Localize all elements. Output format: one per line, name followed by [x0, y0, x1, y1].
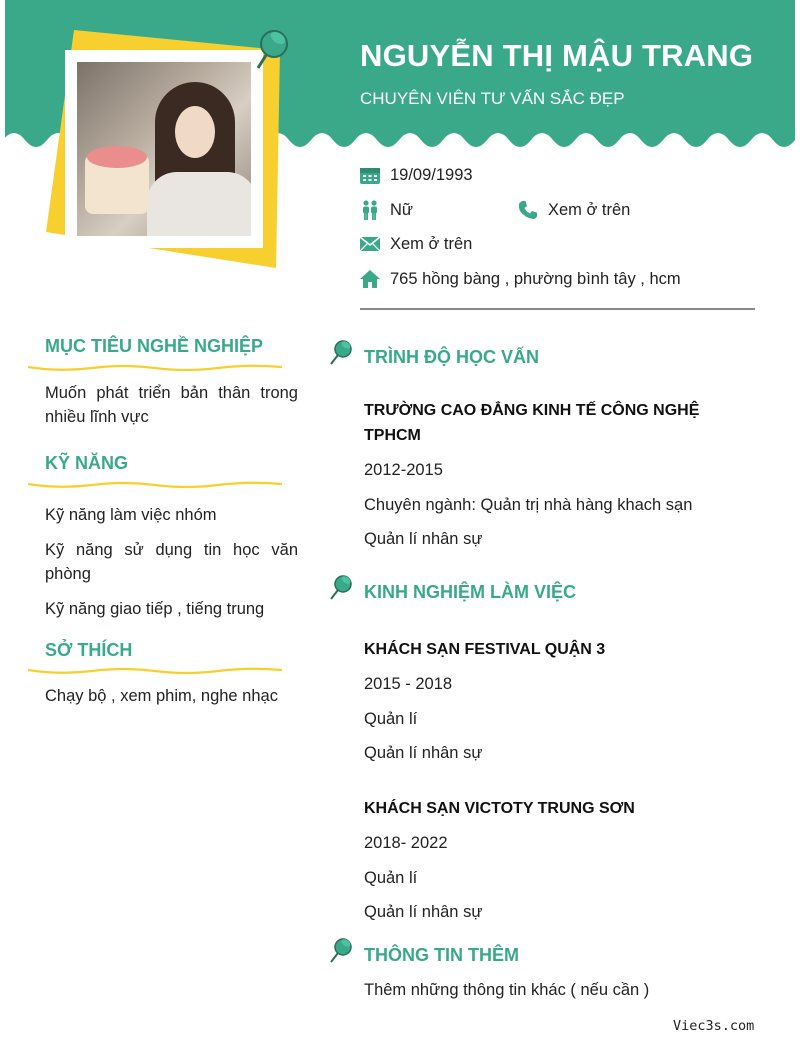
gender-icon — [360, 200, 380, 220]
pin-icon — [328, 338, 356, 366]
pin-icon — [328, 936, 356, 964]
extra-heading: THÔNG TIN THÊM — [364, 945, 519, 965]
heading-underline — [28, 480, 282, 490]
calendar-icon — [360, 165, 380, 185]
email-icon — [360, 234, 380, 254]
contact-divider — [360, 308, 755, 310]
address-row — [360, 269, 681, 289]
education-heading: TRÌNH ĐỘ HỌC VẤN — [364, 347, 539, 367]
photo-frame — [65, 50, 263, 248]
heading-underline — [28, 363, 282, 373]
phone-value: Xem ở trên — [548, 200, 631, 219]
email-row — [360, 234, 472, 254]
phone-icon — [518, 200, 538, 220]
company-name: KHÁCH SẠN FESTIVAL QUẬN 3 — [364, 641, 606, 658]
education-major: Chuyên ngành: Quản trị nhà hàng khach sạn — [364, 496, 693, 514]
home-icon — [360, 269, 380, 289]
objective-text: Muốn phát triển bản thân trong nhiều lĩnh vực — [45, 384, 298, 426]
pin-icon — [248, 24, 292, 74]
company-name: KHÁCH SẠN VICTOTY TRUNG SƠN — [364, 800, 635, 817]
skill-item: Kỹ năng giao tiếp , tiếng trung — [45, 600, 265, 618]
job-years: 2018- 2022 — [364, 834, 448, 852]
job-desc: Quản lí nhân sự — [364, 903, 483, 921]
job-role: Quản lí — [364, 710, 418, 728]
experience-heading: KINH NGHIỆM LÀM VIỆC — [364, 582, 577, 602]
watermark: Viec3s.com — [673, 1018, 755, 1034]
phone-row — [518, 200, 630, 220]
address-value: 765 hồng bàng , phường bình tây , hcm — [390, 269, 681, 288]
avatar — [77, 62, 251, 236]
extra-text: Thêm những thông tin khác ( nếu cần ) — [364, 981, 650, 999]
hobbies-text: Chạy bộ , xem phim, nghe nhạc — [45, 687, 278, 705]
gender-value: Nữ — [390, 200, 413, 219]
pin-icon — [328, 573, 356, 601]
skill-item: Kỹ năng làm việc nhóm — [45, 506, 217, 524]
email-value: Xem ở trên — [390, 234, 473, 253]
candidate-name: NGUYỄN THỊ MẬU TRANG — [360, 38, 754, 73]
skills-heading: KỸ NĂNG — [45, 453, 129, 473]
job-desc: Quản lí nhân sự — [364, 744, 483, 762]
job-years: 2015 - 2018 — [364, 675, 453, 693]
objective-heading: MỤC TIÊU NGHỀ NGHIỆP — [45, 336, 264, 356]
job-role: Quản lí — [364, 869, 418, 887]
heading-underline — [28, 666, 282, 676]
birthday-row — [360, 165, 473, 185]
education-note: Quản lí nhân sự — [364, 530, 483, 548]
hobbies-heading: SỞ THÍCH — [45, 640, 133, 660]
skill-item: Kỹ năng sử dụng tin học văn phòng — [45, 541, 298, 583]
birthday-value: 19/09/1993 — [390, 165, 473, 184]
job-title: CHUYÊN VIÊN TƯ VẤN SẮC ĐẸP — [360, 89, 625, 108]
gender-row — [360, 200, 413, 220]
education-years: 2012-2015 — [364, 461, 443, 479]
school-name: TRƯỜNG CAO ĐẲNG KINH TẾ CÔNG NGHỆ TPHCM — [364, 402, 700, 444]
